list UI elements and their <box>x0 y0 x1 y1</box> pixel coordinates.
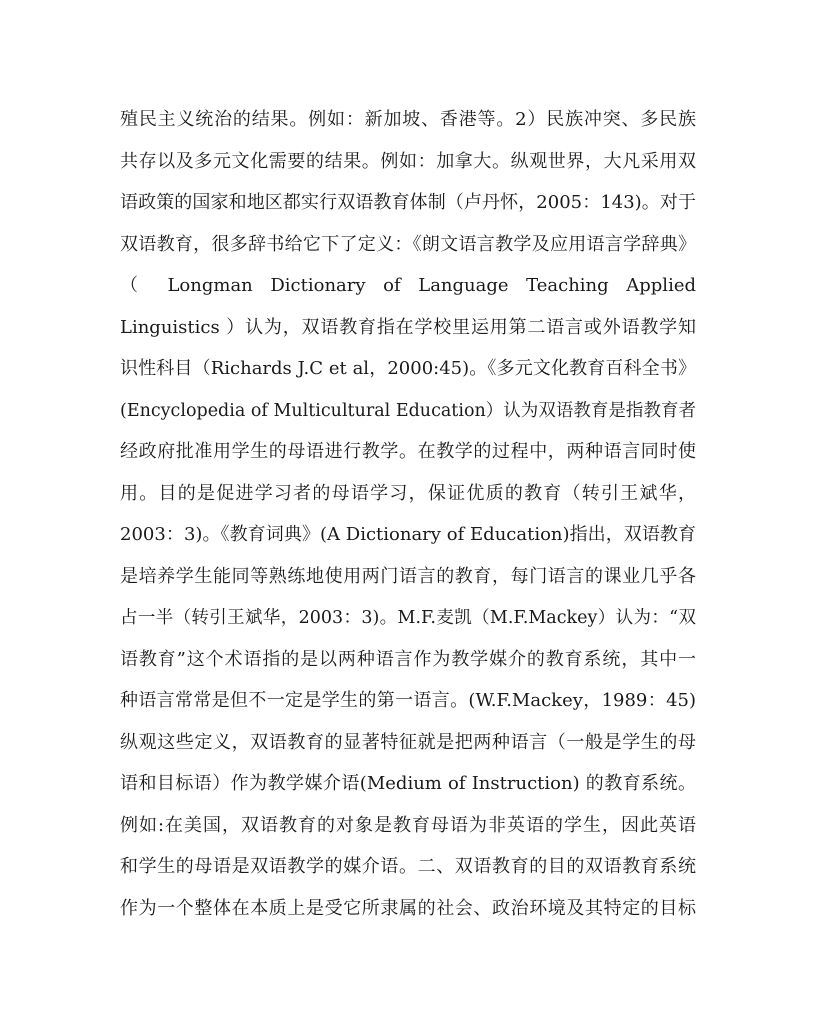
text-line: 语和目标语）作为教学媒介语(Medium of Instruction) 的教育系统。 <box>120 773 696 794</box>
text-line: 作为一个整体在本质上是受它所隶属的社会、政治环境及其特定的目标 <box>120 897 696 919</box>
text-line: Linguistics ）认为，双语教育指在学校里运用第二语言或外语教学知 <box>120 316 696 338</box>
text-line: 2003：3)。《教育词典》(A Dictionary of Education)指出，双语教育 <box>120 524 696 545</box>
body-text <box>120 102 696 932</box>
text-line: （ Longman Dictionary of Language Teaching Applied <box>120 275 696 296</box>
text-line: 殖民主义统治的结果。例如：新加坡、香港等。2）民族冲突、多民族 <box>120 109 696 130</box>
text-line: 经政府批准用学生的母语进行教学。在教学的过程中，两种语言同时使 <box>120 441 696 462</box>
text-line: 占一半（转引王斌华，2003：3)。M.F.麦凯（M.F.Mackey）认为：“双 <box>120 608 696 628</box>
text-line: 语政策的国家和地区都实行双语教育体制（卢丹怀，2005：143)。对于 <box>120 192 696 213</box>
text-line: 语教育”这个术语指的是以两种语言作为教学媒介的教育系统，其中一 <box>120 648 696 670</box>
text-line: 用。目的是促进学习者的母语学习，保证优质的教育（转引王斌华， <box>120 482 696 504</box>
text-line: 和学生的母语是双语教学的媒介语。二、双语教育的目的双语教育系统 <box>120 856 696 877</box>
text-line: 种语言常常是但不一定是学生的第一语言。(W.F.Mackey，1989：45) <box>120 690 696 711</box>
text-line: (Encyclopedia of Multicultural Education）认为双语教育是指教育者 <box>120 400 696 421</box>
text-line: 是培养学生能同等熟练地使用两门语言的教育，每门语言的课业几乎各 <box>120 565 696 587</box>
text-line: 共存以及多元文化需要的结果。例如：加拿大。纵观世界，大凡采用双 <box>120 150 696 172</box>
text-line: 例如:在美国，双语教育的对象是教育母语为非英语的学生，因此英语 <box>120 814 696 836</box>
text-line: 识性科目（Richards J.C et al，2000:45)。《多元文化教育百科全书》 <box>120 358 696 379</box>
text-line: 纵观这些定义，双语教育的显著特征就是把两种语言（一般是学生的母 <box>120 731 696 753</box>
text-line: 双语教育，很多辞书给它下了定义：《朗文语言教学及应用语言学辞典》 <box>120 233 696 255</box>
